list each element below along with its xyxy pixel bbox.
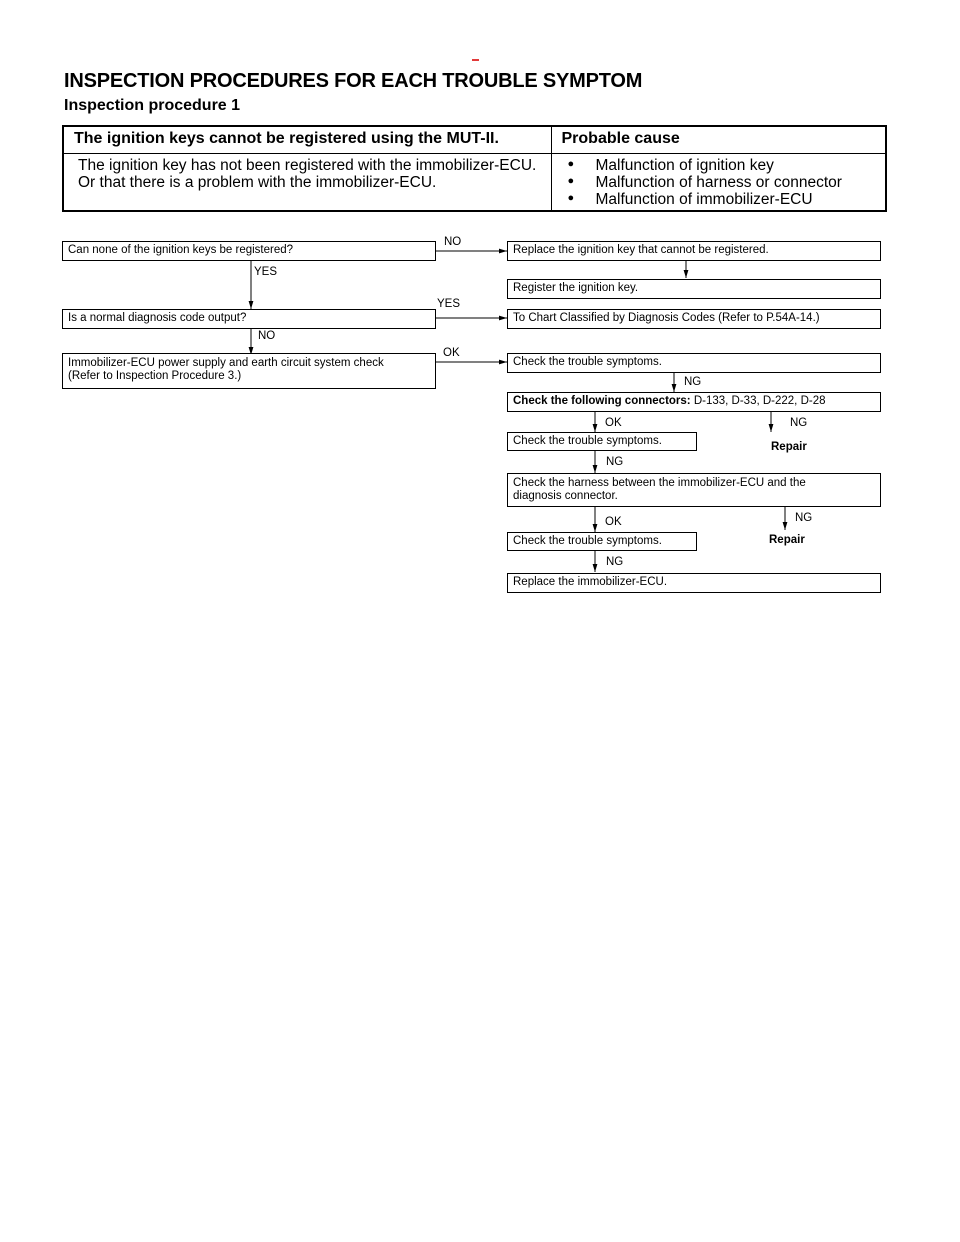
flow-box-register-key: Register the ignition key. xyxy=(507,279,881,299)
harness-line: Check the harness between the immobilizer-ECU and the xyxy=(513,477,806,489)
repair-label: Repair xyxy=(771,441,807,453)
label-yes: YES xyxy=(437,298,461,310)
flow-box-harness xyxy=(507,473,881,507)
label-ng: NG xyxy=(684,376,702,388)
flow-box-connectors xyxy=(507,392,881,412)
description-line: Or that there is a problem with the immobilizer-ECU. xyxy=(78,174,437,191)
label-yes: YES xyxy=(254,266,278,278)
cause-item: ● Malfunction of harness or connector xyxy=(566,174,876,191)
repair-label: Repair xyxy=(769,534,805,546)
label-ok: OK xyxy=(605,516,622,528)
connectors-value: D-133, D-33, D-222, D-28 xyxy=(690,395,826,407)
cause-item: ● Malfunction of ignition key xyxy=(566,157,876,174)
label-no: NO xyxy=(258,330,276,342)
flow-box-q2: Is a normal diagnosis code output? xyxy=(62,309,436,329)
description-line: The ignition key has not been registered with the immobilizer-ECU. xyxy=(78,157,537,174)
label-ok: OK xyxy=(443,347,460,359)
flow-box-check-symptoms-3: Check the trouble symptoms. xyxy=(507,532,697,551)
label-no: NO xyxy=(444,236,462,248)
label-ng: NG xyxy=(790,417,808,429)
flow-box-replace-ecu: Replace the immobilizer-ECU. xyxy=(507,573,881,593)
flow-box-check-symptoms-2: Check the trouble symptoms. xyxy=(507,432,697,451)
power-check-line: Immobilizer-ECU power supply and earth circuit system check xyxy=(68,357,384,369)
harness-line: diagnosis connector. xyxy=(513,490,618,502)
flow-box-q1: Can none of the ignition keys be registered? xyxy=(62,241,436,261)
label-ok: OK xyxy=(605,417,622,429)
flow-box-check-symptoms-1: Check the trouble symptoms. xyxy=(507,353,881,373)
page-subtitle: Inspection procedure 1 xyxy=(64,97,241,114)
label-ng: NG xyxy=(606,456,624,468)
cause-header: Probable cause xyxy=(551,126,886,154)
label-ng: NG xyxy=(606,556,624,568)
connectors-label: Check the following connectors: xyxy=(513,395,691,407)
flow-box-power-check xyxy=(62,353,436,389)
cause-item: ● Malfunction of immobilizer-ECU xyxy=(566,191,876,208)
flow-box-replace-key: Replace the ignition key that cannot be registered. xyxy=(507,241,881,261)
label-ng: NG xyxy=(795,512,813,524)
page-title: INSPECTION PROCEDURES FOR EACH TROUBLE SYMPTOM xyxy=(64,70,643,92)
symptom-header: The ignition keys cannot be registered using the MUT-II. xyxy=(63,126,551,154)
power-check-line: (Refer to Inspection Procedure 3.) xyxy=(68,370,242,382)
flow-box-to-chart: To Chart Classified by Diagnosis Codes (Refer to P.54A-14.) xyxy=(507,309,881,329)
